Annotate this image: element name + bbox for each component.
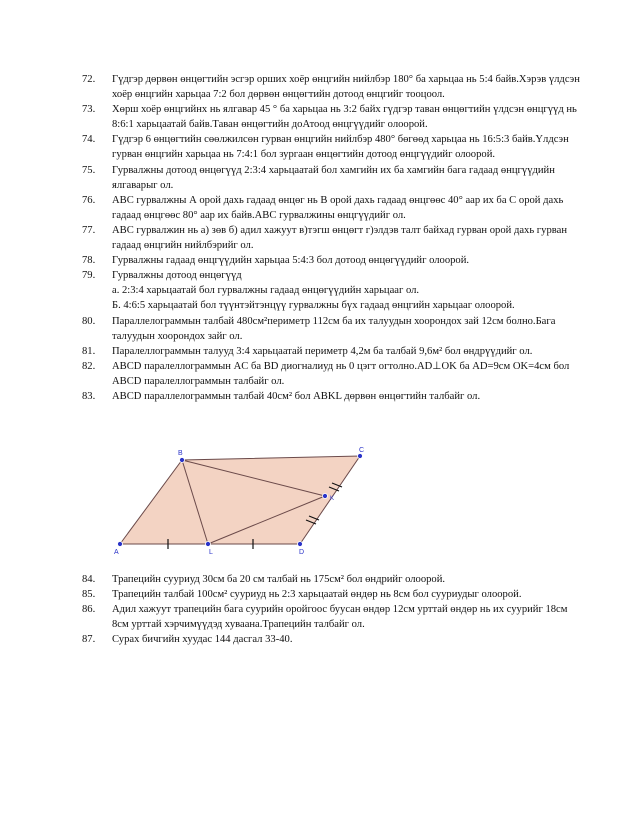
problem-78: [82, 253, 582, 268]
point-A: [118, 542, 123, 547]
problem-82: [82, 359, 582, 389]
label-D: D: [299, 549, 305, 556]
problem-text: Гурвалжны дотоод өнцөгүүд: [112, 270, 242, 282]
problem-77: [82, 223, 582, 253]
problem-73: [82, 102, 582, 132]
problem-86: [82, 602, 582, 632]
parallelogram-figure: [110, 446, 380, 556]
problem-72: [82, 72, 582, 102]
problem-85: [82, 587, 582, 602]
problem-number: 77.: [82, 224, 96, 236]
problem-text: Гурвалжны гадаад өнцгүүдийн харьцаа 5:4:3 бол дотоод өнцөгүүдийг олоорой.: [112, 255, 470, 267]
problem-number: 78.: [82, 255, 96, 267]
problem-number: 85.: [82, 589, 96, 601]
problem-number: 73.: [82, 104, 96, 116]
problem-text: ABCD паралеллограммын AC ба BD диогналиуд нь 0 цэгт огтолно.AD⊥OK ба AD=9см OK=4см бол ABCD паралеллограммын талбайг ол.: [112, 360, 570, 387]
problem-87: [82, 632, 582, 647]
label-C: C: [359, 447, 365, 454]
problem-79: [82, 268, 582, 313]
problem-number: 84.: [82, 574, 96, 585]
problem-text: Параллелограммын талбай 480см²периметр 112см ба их талуудын хоорондох зай 12см болно.Бага талуудын хоорондох зайг ол.: [112, 315, 556, 342]
problem-text: Адил хажуут трапецийн бага суурийн оройгоос буусан өндөр 12см урттай өндөр нь их суурийг 18см 8см урттай хэрчимүүдэд хуваана.Трапецийн талбайг ол.: [112, 604, 568, 631]
problem-text: Сурах бичгийн хуудас 144 дасгал 33-40.: [112, 634, 293, 646]
problem-text: ABC гурвалжин нь а) зөв б) адил хажуут в)тэгш өнцөгт г)элдэв талт байхад гурван орой дахь гурван гадаад өнцгийн нийлбэрийг ол.: [112, 224, 567, 252]
problem-number: 75.: [82, 164, 96, 176]
problem-text: ABC гурвалжны А орой дахь гадаад өнцөг нь В орой дахь гадаад өнцгөөс 40° аар их ба С орой дахь гадаад өнцгөөс 80° аар их байв.ABC гурвалжины өнцгүүдийг ол.: [112, 194, 564, 221]
problem-sub-a: а. 2:3:4 харьцаатай бол гурвалжны гадаад өнцөгүүдийн харьцааг ол.: [112, 285, 420, 297]
problem-number: 86.: [82, 604, 96, 616]
problem-number: 79.: [82, 270, 96, 282]
point-L: [206, 542, 211, 547]
problem-number: 81.: [82, 345, 96, 357]
problem-76: [82, 193, 582, 223]
problem-text: ABCD параллелограммын талбай 40см² бол ABKL дөрвөн өнцөгтийн талбайг ол.: [112, 390, 481, 402]
problem-text: Гүдгэр 6 өнцөгтийн сөөлжилсөн гурван өнцгийн нийлбэр 480° бөгөөд харьцаа нь 16:5:3 байв.Үлдсэн гурван өнцгийн харьцаа нь 7:4:1 бол зургаан өнцөгтийн дотоод өнцгүүдийг олоорой.: [112, 134, 569, 161]
problem-text: Гүдгэр дөрвөн өнцөгтийн эсгэр орших хоёр өнцгийн нийлбэр 180° ба харьцаа нь 5:4 байв.Хэрэв үлдсэн хоёр өнцгийн харьцаа 7:2 бол дөрвөн өнцөгтийн дотоод өнцгийг тооцоол.: [112, 74, 580, 101]
problem-83: [82, 389, 582, 404]
problem-number: 83.: [82, 390, 96, 402]
problem-number: 80.: [82, 315, 96, 327]
problem-number: 76.: [82, 194, 96, 206]
problem-80: [82, 314, 582, 344]
problem-text: Хөрш хоёр өнцгийнх нь ялгавар 45 ° ба харьцаа нь 3:2 байх гүдгэр таван өнцөгтийн үлдсэн өнцгүүд нь 8:6:1 харьцаатай байв.Таван өнцөгтийн доАтоод өнцгүүдийг олоорой.: [112, 104, 577, 131]
label-B: B: [178, 450, 183, 457]
problem-number: 74.: [82, 134, 96, 146]
parallelogram-diagram: [110, 446, 380, 556]
point-K: [323, 494, 328, 499]
label-L: L: [209, 549, 213, 556]
problem-list-bottom: [82, 572, 582, 647]
problem-number: 87.: [82, 634, 96, 646]
problem-list-top: [82, 72, 582, 404]
problem-75: [82, 163, 582, 193]
problem-text: Гурвалжны дотоод өнцөгүүд 2:3:4 харьцаатай бол хамгийн их ба хамгийн бага гадаад өнцгүүдийн ялгаварыг ол.: [112, 164, 555, 191]
label-A: A: [114, 549, 119, 556]
problem-number: 72.: [82, 74, 96, 85]
point-C: [358, 454, 363, 459]
problem-text: Трапецийн талбай 100см² сууриуд нь 2:3 харьцаатай өндөр нь 8см бол сууриудыг олоорой.: [112, 589, 522, 601]
problem-number: 82.: [82, 360, 96, 372]
point-B: [180, 458, 185, 463]
problem-text: Паралеллограммын талууд 3:4 харьцаатай периметр 4,2м ба талбай 9,6м² бол өндрүүдийг ол.: [112, 345, 533, 357]
problem-84: [82, 572, 582, 587]
problem-text: Трапецийн сууриуд 30см ба 20 см талбай нь 175см² бол өндрийг олоорой.: [112, 574, 446, 585]
point-D: [298, 542, 303, 547]
label-K: K: [330, 496, 335, 502]
problem-74: [82, 132, 582, 162]
problem-sub-b: Б. 4:6:5 харьцаатай бол түүнтэйтэнцүү гурвалжны бүх гадаад өнцгийн харьцааг олоорой.: [112, 300, 515, 312]
problem-81: [82, 344, 582, 359]
